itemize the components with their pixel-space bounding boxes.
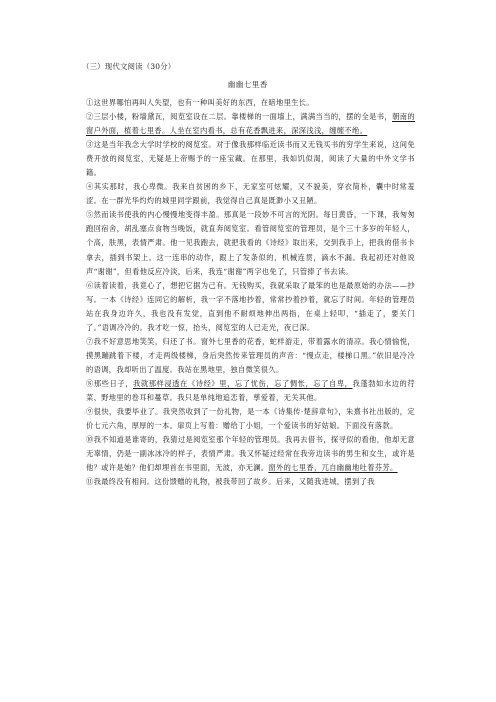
underlined-sentence: 窗外的七里香，兀自幽幽地吐着芬芳。 xyxy=(268,463,398,473)
paragraph-text: ①这世界哪怕再叫人失望，也有一种叫美好的东西，在暗地里生长。 xyxy=(86,98,315,107)
paragraph-text: ⑩我不知道是谁寄的，我猜过是阅览室那个年轻的管理员。我再去借书，探寻似的看他，他却无意无辜情，仍是一副冰冰冷的样子，表情严肃。我又怀疑过经常在我旁边读书的男生和女生，或许是他？或许是她？他们却埋首在书里面，无波，亦无澜。 xyxy=(86,435,415,473)
paragraph-text: ⑪我最终没有相问。这份馈赠的礼物，被我带回了故乡。后来，又随我进城，摆到了我 xyxy=(86,477,375,487)
paragraph-4 xyxy=(86,180,415,208)
paragraph-3 xyxy=(86,138,415,180)
paragraph-10 xyxy=(86,433,415,475)
paragraph-text: 我蓬勃如水边的荇菜、野地里的卷耳和蔓草。我只是单纯地追恋着，孳爱着，无关其他。 xyxy=(86,378,415,402)
paragraph-9 xyxy=(86,405,415,433)
paragraph-6 xyxy=(86,279,415,335)
paragraph-5 xyxy=(86,208,415,278)
paragraph-1 xyxy=(86,96,415,110)
essay-body xyxy=(86,96,415,489)
paragraph-7 xyxy=(86,335,415,377)
paragraph-text: ⑧那些日子， xyxy=(86,378,134,388)
paragraph-text: ③这是当年我念大学时学校的阅览室。对于像我那样临近读书而又无钱买书的穷学生来说，这间免费开放的阅览室，无疑是上帝赐予的一座宝藏。在那里，我如饥似渴，阅读了大量的中外文学书籍。 xyxy=(86,140,415,178)
underlined-sentence: 朝南的窗户外面，植着七里香。人坐在室内看书，总有花香飘进来，深深浅浅，缠缠不绝。 xyxy=(86,112,415,136)
underlined-sentence: 我就那样浸透在《诗经》里，忘了忧伤，忘了惆怅，忘了自卑， xyxy=(133,378,353,388)
paragraph-text: ⑤然而读书使我的内心慢慢地变得丰盈。那真是一段妙不可言的光阴。每日黄昏，一下课，我匆匆跑回宿舍，胡乱塞点食物当晚饭，就直奔阅览室。看管阅览室的管理员，是个三十多岁的年轻人，个高，肤黑，表情严肃。他一见我跑去，就把我看的《诗经》取出来，交到我手上，把我的借书卡拿去，插到书架上。这一连串的动作，跟上了发条似的，机械连贯，滴水不漏。我起初还对他说声“谢谢”，但看他反应冷淡，后来，我连“谢谢”两字也免了，只管捧了书去读。 xyxy=(86,210,415,276)
paragraph-text: ⑥读着读着，我竟心了，想把它据为己有。无钱购买，我就采取了最笨的也是最原始的办法——抄写。一本《诗经》连同它的解析，我一字不落地抄着，常常抄着抄着，就忘了时间。年轻的管理员站在我身边许久，我也没有发觉，直到他不耐烦地伸出两指，在桌上轻叩，“插走了，要关门了。”语调冷冷的。我才吃一惊，抬头，阅览室的人已走光，夜已深。 xyxy=(86,280,415,332)
essay-title: 幽幽七里香 xyxy=(228,80,268,89)
section-title: （三）现代文阅读（30分） xyxy=(82,62,176,71)
paragraph-text: ②三层小楼，粉墙黛瓦，阅览室设在二层。靠楼梯的一面墙上，满满当当的，摆的全是书， xyxy=(86,112,393,122)
paragraph-text: ⑦我不好意思地笑笑，归还了书。窗外七里香的花香，蛇样游走，带着露水的清凉。我心情愉悦，摸黑蹦跳着下楼，才走两级楼梯，身后突然传来管理员的声音：“慢点走，楼梯口黑。”依旧是冷冷的语调，我却听出了温度。我站在黑地里，独自微笑很久。 xyxy=(86,336,415,374)
paragraph-11 xyxy=(86,475,415,489)
paragraph-2 xyxy=(86,110,415,138)
paragraph-text: ④其实那时，我心卑微。我来自贫困的乡下，无家室可炫耀，又不貌美，穿衣简朴，囊中时常羞涩。在一群光华灼灼的城里同学跟前，我觉得自己真是既渺小又丑陋。 xyxy=(86,182,415,206)
paragraph-8 xyxy=(86,377,415,405)
paragraph-text: ⑨很快，我要毕业了。我突然收到了一份礼物，是一本《诗集传·楚辞章句》，朱熹书社出版的，定价七元六角，厚厚的一本。扉页上写着：赠给丁小姐，一个爱读书的好姑娘。下面没有落款。 xyxy=(86,407,415,431)
